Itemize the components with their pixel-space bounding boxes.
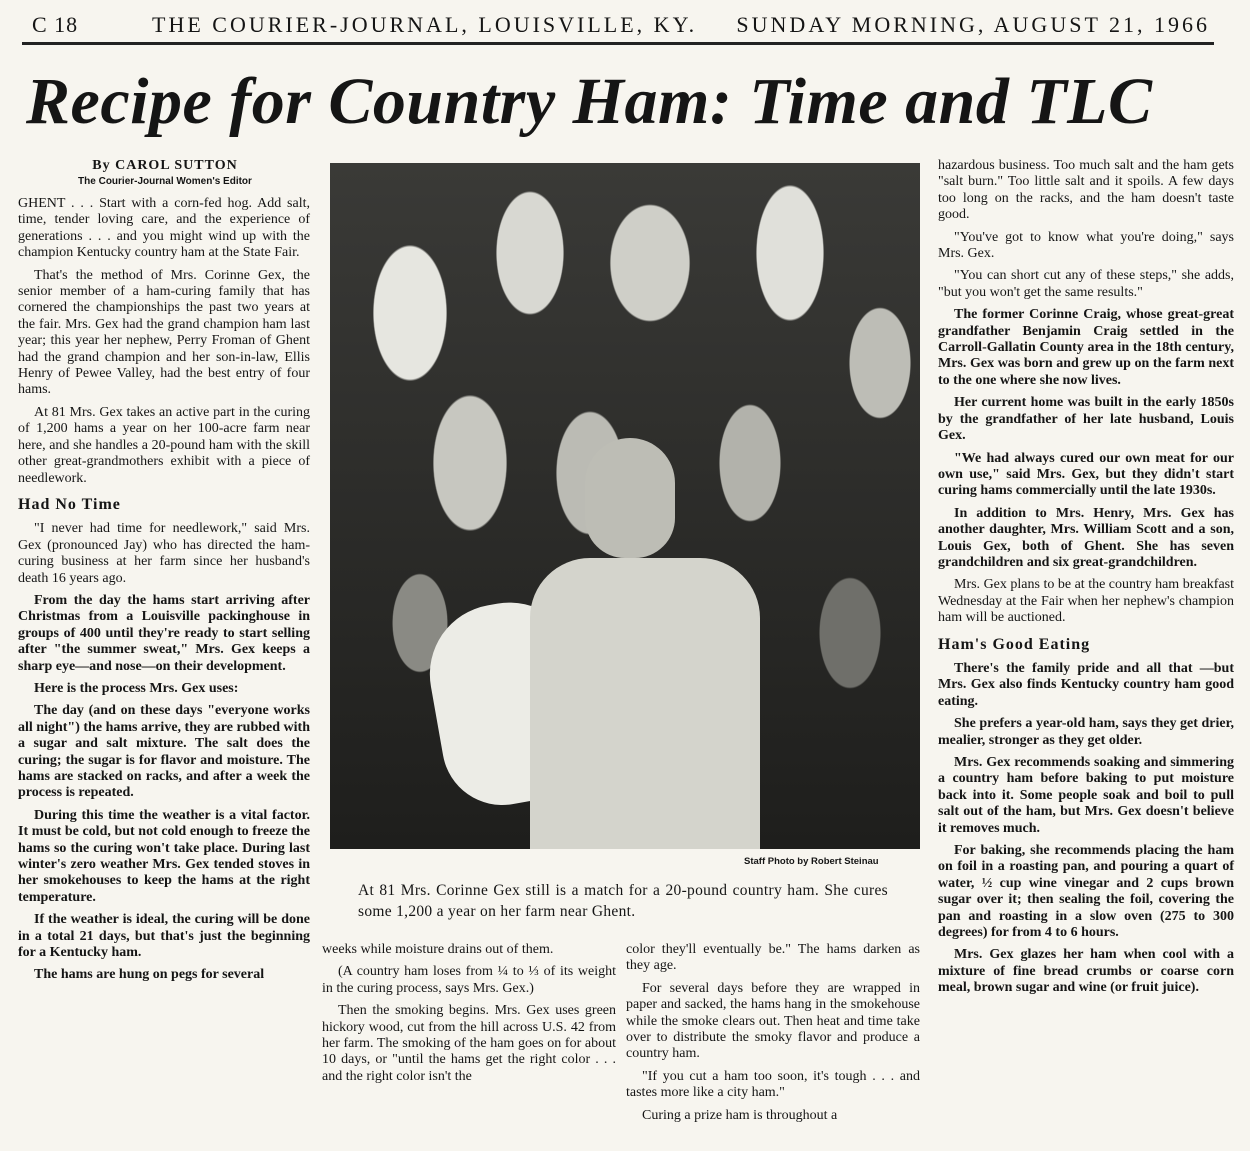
paragraph: "We had always cured our own meat for our own use," said Mrs. Gex, but they didn't start curing hams commercially until the late 1930s.	[938, 450, 1234, 499]
paragraph: During this time the weather is a vital factor. It must be cold, but not cold enough to freeze the hams so the curing won't take place. During last winter's zero weather Mrs. Gex tended stoves in her smokehouses to keep the hams at the right temperature.	[18, 807, 310, 905]
paragraph: At 81 Mrs. Gex takes an active part in the curing of 1,200 hams a year on her 100-acre farm near here, and she handles a 20-pound ham with the skill other great-grandmothers exhibit with a piece of needlework.	[18, 404, 310, 486]
photo-figure-body	[530, 558, 760, 849]
byline-role: The Courier-Journal Women's Editor	[78, 176, 252, 187]
photo-mrs-gex-with-hams	[330, 163, 920, 849]
paragraph: color they'll eventually be." The hams darken as they age.	[626, 942, 920, 974]
paragraph: From the day the hams start arriving after Christmas from a Louisville packinghouse in groups of 400 until they're ready to start selling after "the summer sweat," Mrs. Gex keeps a sharp eye—and nose—on their development.	[18, 592, 310, 674]
paragraph: weeks while moisture drains out of them.	[322, 942, 554, 957]
paragraph: The former Corinne Craig, whose great-great grandfather Benjamin Craig settled in the Carroll-Gallatin County area in the 18th century, Mrs. Gex was born and grew up on the farm next to the one where she now lives.	[938, 307, 1234, 388]
article-column-4	[938, 158, 1234, 1003]
byline-author: By CAROL SUTTON	[92, 158, 238, 173]
paragraph: If the weather is ideal, the curing will be done in a total 21 days, but that's just the beginning for a Kentucky ham.	[18, 912, 310, 961]
photo-figure-head	[585, 438, 675, 558]
paragraph: For baking, she recommends placing the ham on foil in a roasting pan, and pouring a quart of water, ½ cup wine vinegar and 2 cups brown sugar over it; then sealing the foil, covering the pan and roasting in a slow oven (275 to 300 degrees) for from 4 to 6 hours.	[938, 843, 1234, 941]
paragraph: In addition to Mrs. Henry, Mrs. Gex has another daughter, Mrs. William Scott and a son, Louis Gex, both of Ghent. She has seven grandchildren and six great-grandchildren.	[938, 505, 1234, 570]
paragraph: Mrs. Gex recommends soaking and simmering a country ham before baking to put moisture back into it. Some people soak and boil to pull salt out of the ham, but Mrs. Gex doesn't believe it removes much.	[938, 755, 1234, 836]
paragraph: hazardous business. Too much salt and the ham gets "salt burn." Too little salt and it spoils. A few days too long on the racks, and the ham doesn't taste good.	[938, 158, 1234, 223]
paragraph: (A country ham loses from ¼ to ⅓ of its weight in the curing process, says Mrs. Gex.)	[322, 964, 616, 996]
paragraph: "I never had time for needlework," said Mrs. Gex (pronounced Jay) who has directed the ham-curing business at her farm since her husband's death 16 years ago.	[18, 521, 310, 586]
photo-credit: Staff Photo by Robert Steinau	[744, 856, 879, 867]
paragraph: The hams are hung on pegs for several	[34, 967, 265, 983]
paragraph: Here is the process Mrs. Gex uses:	[34, 680, 239, 696]
paragraph: GHENT . . . Start with a corn-fed hog. Add salt, time, tender loving care, and the experience of generations . . . and you might wind up with the champion Kentucky country ham at the State Fair.	[18, 196, 310, 261]
paragraph: "You can short cut any of these steps," she adds, "but you won't get the same results."	[938, 268, 1234, 300]
masthead	[22, 12, 1214, 45]
photo-caption: At 81 Mrs. Corinne Gex still is a match for a 20-pound country ham. She cures some 1,200 a year on her farm near Ghent.	[358, 882, 888, 920]
subheading-hams-good-eating: Ham's Good Eating	[938, 635, 1091, 653]
paragraph: Then the smoking begins. Mrs. Gex uses green hickory wood, cut from the hill across U.S. 42 from her farm. The smoking of the ham goes on for about 10 days, or "until the hams get the right color . . . and the right color isn't the	[322, 1003, 616, 1084]
paragraph: That's the method of Mrs. Corinne Gex, the senior member of a ham-curing family that has cornered the championships the past two years at the fair. Mrs. Gex had the grand champion ham last year; this year her nephew, Perry Froman of Ghent had the grand champion and her son-in-law, Ellis Henry of Pewee Valley, had the best entry of four hams.	[18, 267, 310, 398]
headline: Recipe for Country Ham: Time and TLC	[26, 65, 1153, 138]
paragraph: "You've got to know what you're doing," says Mrs. Gex.	[938, 229, 1234, 262]
newspaper-name: THE COURIER-JOURNAL, LOUISVILLE, KY.	[152, 12, 698, 37]
paragraph: Her current home was built in the early 1850s by the grandfather of her late husband, Louis Gex.	[938, 395, 1234, 444]
paragraph: Mrs. Gex glazes her ham when cool with a mixture of fine bread crumbs or coarse corn meal, brown sugar and wine (or fruit juice).	[938, 947, 1234, 996]
paragraph: For several days before they are wrapped in paper and sacked, the hams hang in the smokehouse while the smoke clears out. Then heat and time take over to distribute the smoky flavor and produce a country ham.	[626, 980, 920, 1062]
article-column-2	[322, 942, 616, 1091]
paragraph: "If you cut a ham too soon, it's tough . . . and tastes more like a city ham."	[626, 1068, 920, 1101]
paragraph: Mrs. Gex plans to be at the country ham breakfast Wednesday at the Fair when her nephew's champion ham will be auctioned.	[938, 577, 1234, 626]
paragraph: There's the family pride and all that —but Mrs. Gex also finds Kentucky country ham good eating.	[938, 660, 1234, 709]
subheading-had-no-time: Had No Time	[18, 495, 121, 513]
paragraph: Curing a prize ham is throughout a	[642, 1107, 838, 1123]
paragraph: The day (and on these days "everyone works all night") the hams arrive, they are rubbed with a sugar and salt mixture. The salt does the curing; the sugar is for flavor and moisture. The hams are stacked on racks, and after a week the process is repeated.	[18, 703, 310, 801]
article-column-1	[18, 196, 310, 990]
byline	[20, 158, 310, 187]
article-column-3	[626, 942, 920, 1130]
paragraph: She prefers a year-old ham, says they get drier, mealier, stronger as they get older.	[938, 716, 1234, 748]
issue-date: SUNDAY MORNING, AUGUST 21, 1966	[736, 12, 1210, 37]
page-number: C 18	[32, 12, 79, 37]
